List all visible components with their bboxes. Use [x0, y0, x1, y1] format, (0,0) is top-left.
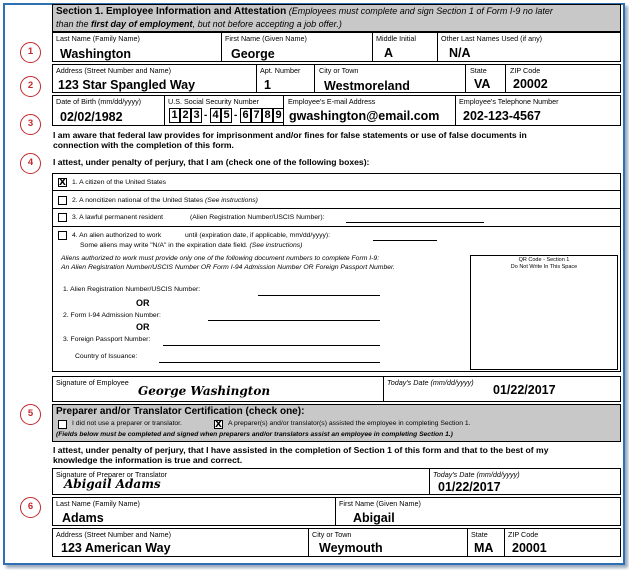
ssn-digit-9: 9: [273, 108, 284, 123]
email-value: gwashington@email.com: [289, 109, 440, 123]
noncitizen-label: [72, 198, 258, 205]
preparer-city-value: Weymouth: [319, 541, 383, 555]
alien-checkbox[interactable]: [58, 231, 67, 240]
apt-label: Apt. Number: [260, 66, 301, 75]
permanent-resident-label: 3. A lawful permanent resident: [72, 214, 164, 221]
preparer-zip-value: 20001: [512, 541, 547, 555]
alien-registration-line[interactable]: [258, 295, 380, 296]
or-label-2: OR: [136, 322, 150, 332]
first-name-value: George: [231, 47, 275, 61]
attest-statement: I attest, under penalty of perjury, that I am (check one of the following boxes):: [53, 157, 370, 167]
ssn-digit-5: 5: [221, 108, 232, 123]
ssn-digit-8: 8: [262, 108, 273, 123]
state-label: State: [470, 66, 487, 75]
preparer-date-value: 01/22/2017: [438, 480, 501, 494]
preparer-last-name-label: Last Name (Family Name): [56, 499, 140, 508]
ssn-label: U.S. Social Security Number: [168, 97, 260, 106]
alien-until-label: until (expiration date, if applicable, mm/dd/yyyy):: [185, 232, 331, 239]
ssn-digit-3: 3: [191, 108, 202, 123]
apt-value: 1: [264, 78, 271, 92]
permanent-resident-note: (Alien Registration Number/USCIS Number):: [190, 214, 325, 221]
address-label: Address (Street Number and Name): [56, 66, 172, 75]
permanent-resident-checkbox[interactable]: [58, 213, 67, 222]
phone-value: 202-123-4567: [463, 109, 541, 123]
preparer-first-name-label: First Name (Given Name): [339, 499, 421, 508]
section1-note-a: (Employees must complete and sign Section 1 of Form I-9 no later: [288, 6, 553, 16]
employee-date-label: Today's Date (mm/dd/yyyy): [387, 378, 474, 387]
ssn-separator-2: -: [234, 110, 238, 121]
step-1-marker: 1: [20, 42, 41, 63]
section1-title: Section 1. Employee Information and Attestation: [56, 6, 287, 17]
employee-date-value: 01/22/2017: [493, 383, 556, 397]
dob-label: Date of Birth (mm/dd/yyyy): [56, 97, 142, 106]
other-last-names-value: N/A: [449, 46, 471, 60]
preparer-signature-value: Abigail Adams: [64, 477, 161, 491]
preparer-used-label: A preparer(s) and/or translator(s) assisted the employee in completing Section 1.: [228, 420, 471, 427]
employee-signature-value: George Washington: [138, 384, 271, 398]
last-name-label: Last Name (Family Name): [56, 34, 140, 43]
city-value: Westmoreland: [324, 79, 410, 93]
section1-note-b2: , but not before accepting a job offer.): [192, 18, 342, 29]
preparer-signature-label: Signature of Preparer or Translator: [56, 470, 168, 479]
option-divider-2: [52, 208, 621, 209]
preparer-city-label: City or Town: [312, 530, 352, 539]
alien-intro-2: An Alien Registration Number/USCIS Number OR Form I-94 Admission Number OR Foreign Passport Number.: [61, 264, 395, 271]
ssn-digit-1: 1: [169, 108, 180, 123]
preparer-attest-2: knowledge the information is true and correct.: [53, 455, 243, 465]
state-value: VA: [474, 77, 491, 91]
step-3-marker: 3: [20, 114, 41, 135]
section1-note-b1: than the: [56, 18, 92, 29]
ssn-digit-4: 4: [210, 108, 221, 123]
employee-signature-label: Signature of Employee: [56, 378, 129, 387]
ssn-separator-1: -: [204, 110, 208, 121]
first-name-label: First Name (Given Name): [225, 34, 307, 43]
passport-line[interactable]: [163, 345, 380, 346]
no-preparer-label: I did not use a preparer or translator.: [72, 420, 182, 427]
i94-line[interactable]: [208, 320, 380, 321]
ssn-digit-7: 7: [251, 108, 262, 123]
preparer-date-label: Today's Date (mm/dd/yyyy): [433, 470, 520, 479]
preparer-zip-label: ZIP Code: [508, 530, 539, 539]
address-value: 123 Star Spangled Way: [58, 78, 196, 92]
ssn-digit-2: 2: [180, 108, 191, 123]
other-last-names-label: Other Last Names Used (if any): [441, 34, 543, 43]
citizen-label: 1. A citizen of the United States: [72, 179, 167, 186]
dob-value: 02/02/1982: [60, 110, 123, 124]
awareness-statement-1: I am aware that federal law provides for imprisonment and/or fines for false statements or use of false documents in: [53, 130, 527, 140]
zip-label: ZIP Code: [510, 66, 541, 75]
qr-code-box: [470, 255, 618, 370]
middle-initial-value: A: [384, 46, 394, 60]
qr-code-label-1: QR Code - Section 1: [518, 257, 570, 263]
section1-header-text: [56, 6, 618, 30]
preparer-state-label: State: [471, 530, 488, 539]
step-6-marker: 6: [20, 497, 41, 518]
country-label: Country of Issuance:: [75, 353, 138, 360]
noncitizen-note: (See instructions): [205, 197, 258, 204]
preparer-state-value: MA: [474, 541, 494, 555]
no-preparer-checkbox[interactable]: [58, 420, 67, 429]
qr-code-label-2: Do Not Write In This Space: [510, 264, 578, 270]
alien-label: 4. An alien authorized to work: [72, 232, 162, 239]
phone-label: Employee's Telephone Number: [459, 97, 559, 106]
alien-na-note: [80, 243, 302, 250]
middle-initial-label: Middle Initial: [376, 34, 416, 43]
zip-value: 20002: [513, 77, 548, 91]
option-divider-1: [52, 190, 621, 191]
alien-na-note-text: Some aliens may write "N/A" in the expiration date field.: [80, 242, 248, 249]
preparer-address-label: Address (Street Number and Name): [56, 530, 172, 539]
section1-note-b-bold: first day of employment: [91, 18, 193, 29]
preparer-address-value: 123 American Way: [61, 541, 171, 555]
country-line[interactable]: [159, 362, 380, 363]
alien-na-note-italic: (See instructions): [249, 242, 303, 249]
preparer-first-name-value: Abigail: [353, 511, 395, 525]
alien-field-1-label: 1. Alien Registration Number/USCIS Number:: [63, 286, 201, 293]
preparer-title: Preparer and/or Translator Certification (check one):: [56, 406, 305, 417]
step-5-marker: 5: [20, 404, 41, 425]
alien-field-2-label: 2. Form I-94 Admission Number:: [63, 312, 161, 319]
ssn-digit-6: 6: [240, 108, 251, 123]
alien-expiration-line[interactable]: [373, 240, 437, 241]
noncitizen-label-text: 2. A noncitizen national of the United States: [72, 197, 206, 204]
preparer-attest-1: I attest, under penalty of perjury, that I have assisted in the completion of Section 1 of this form and that to the best of my: [53, 445, 549, 455]
preparer-used-checkbox[interactable]: X: [215, 420, 222, 430]
or-label-1: OR: [136, 298, 150, 308]
alien-field-3-label: 3. Foreign Passport Number:: [63, 336, 151, 343]
noncitizen-checkbox[interactable]: [58, 196, 67, 205]
permanent-resident-line[interactable]: [346, 222, 484, 223]
option-divider-3: [52, 226, 621, 227]
awareness-statement-2: connection with the completion of this form.: [53, 140, 234, 150]
preparer-last-name-value: Adams: [62, 511, 104, 525]
city-label: City or Town: [319, 66, 359, 75]
alien-intro-1: Aliens authorized to work must provide only one of the following document numbers to complete Form I-9:: [61, 255, 380, 262]
step-2-marker: 2: [20, 76, 41, 97]
citizen-checkbox[interactable]: X: [59, 178, 66, 188]
email-label: Employee's E-mail Address: [288, 97, 376, 106]
step-4-marker: 4: [20, 153, 41, 174]
preparer-fields-note: (Fields below must be completed and signed when preparers and/or translators assist an employee in completing Section 1.): [56, 431, 453, 438]
last-name-value: Washington: [60, 47, 132, 61]
